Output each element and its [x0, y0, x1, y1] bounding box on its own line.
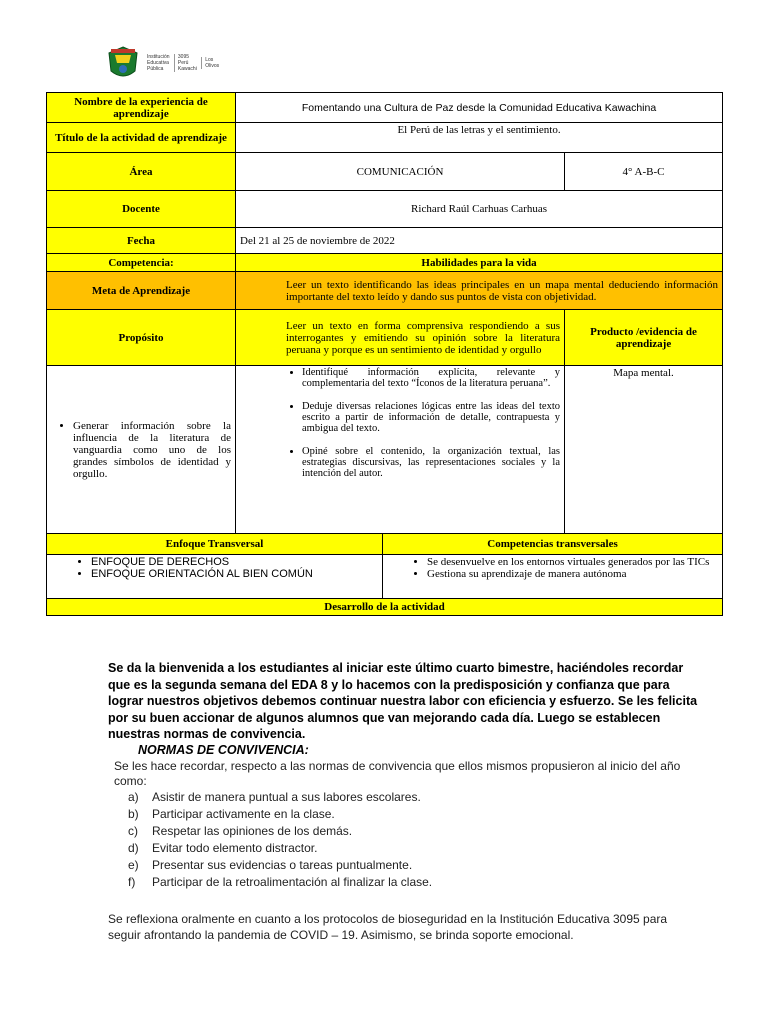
habilidades-label: Habilidades para la vida — [236, 254, 723, 272]
titulo-value: El Perú de las letras y el sentimiento. — [236, 123, 723, 153]
norma-item: c) Respetar las opiniones de los demás. — [128, 823, 353, 838]
enfoque-item: • ENFOQUE DE DERECHOS — [91, 556, 378, 568]
generar-cell — [47, 366, 236, 534]
lesson-plan-table — [46, 92, 723, 616]
competencia-item: • Se desenvuelve en los entornos virtuales generados por las TICs — [427, 556, 718, 568]
logo-place: Los Olivos — [201, 57, 222, 69]
enfoque-label: Enfoque Transversal — [47, 534, 383, 555]
grado-value: 4° A-B-C — [565, 153, 723, 191]
titulo-label: Título de la actividad de aprendizaje — [47, 123, 236, 153]
activity-development — [108, 660, 708, 955]
criterio-item: • Deduje diversas relaciones lógicas entre las ideas del texto escrito a partir de información de detalle, contrapuesta y ambigua del texto. — [302, 401, 560, 434]
intro-paragraph: Se da la bienvenida a los estudiantes al iniciar este último cuarto bimestre, haciéndoles recordar que es la segunda semana del EDA 8 y lo hacemos con la predisposición y confianza que para lograr nuestros objetivos debemos continuar nuestra labor con eficiencia y esfuerzo. Se les felicita por su buen accionar de algunos alumnos que van mejorando cada día. Luego se establecen nuestras normas de convivencia. — [108, 661, 698, 741]
fecha-value: Del 21 al 25 de noviembre de 2022 — [236, 228, 723, 254]
meta-value: Leer un texto identificando las ideas principales en un mapa mental deduciendo información importante del texto leído y dando sus puntos de vista con objetividad. — [236, 272, 723, 310]
competencias-label: Competencias transversales — [383, 534, 723, 555]
generar-item: • Generar información sobre la influencia de la literatura de vanguardia como uno de los grandes símbolos de identidad y orgullo. — [73, 420, 231, 480]
fecha-label: Fecha — [47, 228, 236, 254]
proposito-value: Leer un texto en forma comprensiva respondiendo a sus interrogantes y emitiendo su opinión sobre la literatura peruana y porque es un sentimiento de identidad y orgullo — [236, 310, 565, 366]
norma-item: a) Asistir de manera puntual a sus labores escolares. — [128, 789, 421, 804]
norma-item: b) Participar activamente en la clase. — [128, 806, 335, 821]
logo-number: 3095 Perú Kawachi — [174, 54, 200, 72]
criterio-item: • Identifiqué información explícita, relevante y complementaria del texto “Íconos de la literatura peruana”. — [302, 367, 560, 389]
docente-value: Richard Raúl Carhuas Carhuas — [236, 191, 723, 228]
criterio-item: • Opiné sobre el contenido, la organización textual, las estrategias discursivas, las representaciones sociales y la intención del autor. — [302, 446, 560, 479]
experiencia-label: Nombre de la experiencia de aprendizaje — [47, 93, 236, 123]
school-logo — [105, 44, 222, 82]
competencias-cell — [383, 555, 723, 599]
school-seal-icon — [105, 45, 141, 81]
norma-item: e) Presentar sus evidencias o tareas puntualmente. — [128, 857, 413, 872]
competencia-label: Competencia: — [47, 254, 236, 272]
area-value: COMUNICACIÓN — [236, 153, 565, 191]
criterios-cell — [236, 366, 565, 534]
docente-label: Docente — [47, 191, 236, 228]
area-label: Área — [47, 153, 236, 191]
proposito-label: Propósito — [47, 310, 236, 366]
meta-label: Meta de Aprendizaje — [47, 272, 236, 310]
producto-label: Producto /evidencia de aprendizaje — [565, 310, 723, 366]
normas-list — [108, 789, 708, 891]
normas-title: NORMAS DE CONVIVENCIA: — [138, 742, 309, 757]
experiencia-value: Fomentando una Cultura de Paz desde la Comunidad Educativa Kawachina — [236, 93, 723, 123]
competencia-item: • Gestiona su aprendizaje de manera autónoma — [427, 568, 718, 580]
logo-institution: Institución Educativa Pública — [147, 54, 170, 72]
closing-paragraph: Se reflexiona oralmente en cuanto a los protocolos de bioseguridad en la Institución Educativa 3095 para seguir afrontando la pandemia de COVID – 19. Asimismo, se brinda soporte emocional. — [108, 911, 668, 942]
norma-item: f) Participar de la retroalimentación al finalizar la clase. — [128, 874, 433, 889]
enfoques-cell — [47, 555, 383, 599]
evidencia-value: Mapa mental. — [565, 366, 723, 534]
norma-item: d) Evitar todo elemento distractor. — [128, 840, 318, 855]
normas-intro: Se les hace recordar, respecto a las normas de convivencia que ellos mismos propusieron al inicio del año como: — [114, 758, 681, 788]
desarrollo-label: Desarrollo de la actividad — [47, 599, 723, 616]
enfoque-item: • ENFOQUE ORIENTACIÓN AL BIEN COMÚN — [91, 568, 378, 580]
